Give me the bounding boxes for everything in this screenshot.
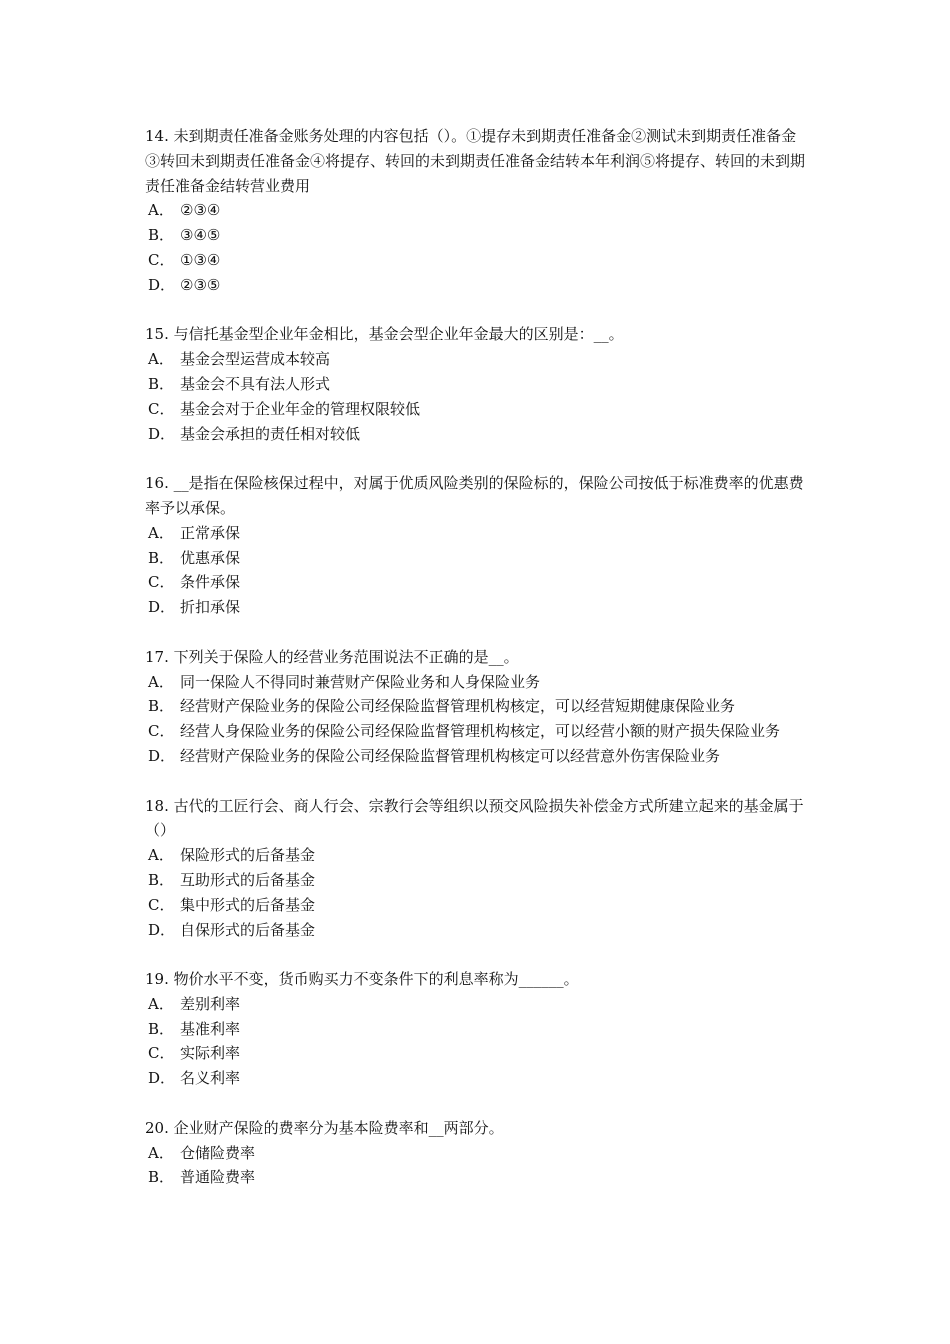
question-stem	[145, 967, 810, 992]
question-text: 下列关于保险人的经营业务范围说法不正确的是__。	[173, 647, 519, 666]
question-text: 企业财产保险的费率分为基本险费率和__两部分。	[173, 1118, 504, 1137]
option-letter: D．	[148, 920, 176, 939]
question-block	[145, 967, 810, 1091]
answer-option	[145, 422, 810, 447]
answer-option	[145, 1041, 810, 1066]
option-letter: B．	[148, 697, 175, 716]
option-text: 仓储险费率	[180, 1143, 256, 1162]
answer-option	[145, 248, 810, 273]
question-number: 15.	[145, 325, 169, 344]
question-stem	[145, 794, 810, 844]
question-stem	[145, 322, 810, 347]
option-text: 基金会对于企业年金的管理权限较低	[180, 399, 421, 418]
option-letter: A．	[148, 201, 174, 220]
question-block	[145, 645, 810, 769]
answer-option	[145, 843, 810, 868]
option-letter: D．	[148, 275, 176, 294]
answer-option	[145, 570, 810, 595]
answer-option	[145, 198, 810, 223]
option-letter: C．	[148, 399, 175, 418]
option-letter: D．	[148, 598, 176, 617]
answer-option	[145, 1066, 810, 1091]
question-text: 未到期责任准备金账务处理的内容包括（）。①提存未到期责任准备金②测试未到期责任准备金③转回未到期责任准备金④将提存、转回的未到期责任准备金结转本年利润⑤将提存、转回的未到期责任准备金结转营业费用	[145, 127, 806, 195]
question-block	[145, 322, 810, 446]
option-letter: D．	[148, 746, 176, 765]
answer-option	[145, 273, 810, 298]
option-text: 差别利率	[180, 994, 241, 1013]
option-text: 普通险费率	[180, 1168, 256, 1187]
answer-option	[145, 223, 810, 248]
option-text: ②③⑤	[180, 275, 221, 294]
question-stem	[145, 1116, 810, 1141]
answer-option	[145, 546, 810, 571]
option-letter: A．	[148, 1143, 174, 1162]
answer-option	[145, 1165, 810, 1190]
answer-option	[145, 397, 810, 422]
option-letter: A．	[148, 846, 174, 865]
option-text: ③④⑤	[180, 226, 221, 245]
option-text: 同一保险人不得同时兼营财产保险业务和人身保险业务	[180, 672, 541, 691]
question-block	[145, 794, 810, 943]
answer-option	[145, 719, 810, 744]
option-text: 折扣承保	[180, 598, 241, 617]
option-text: 名义利率	[180, 1069, 241, 1088]
question-number: 17.	[145, 647, 169, 666]
option-text: 集中形式的后备基金	[180, 895, 316, 914]
question-number: 18.	[145, 796, 169, 815]
option-letter: C．	[148, 895, 175, 914]
option-text: 基准利率	[180, 1019, 241, 1038]
option-letter: A．	[148, 523, 174, 542]
answer-option	[145, 521, 810, 546]
answer-option	[145, 595, 810, 620]
question-number: 19.	[145, 970, 169, 989]
question-stem	[145, 471, 810, 521]
option-letter: D．	[148, 1069, 176, 1088]
option-letter: C．	[148, 1044, 175, 1063]
question-text: 物价水平不变，货币购买力不变条件下的利息率称为______。	[173, 970, 579, 989]
question-stem	[145, 124, 810, 198]
question-block	[145, 124, 810, 298]
option-text: 基金会不具有法人形式	[180, 374, 331, 393]
question-text: 古代的工匠行会、商人行会、宗教行会等组织以预交风险损失补偿金方式所建立起来的基金属于（）	[145, 796, 804, 840]
option-letter: B．	[148, 1019, 175, 1038]
answer-option	[145, 1017, 810, 1042]
option-text: 基金会型运营成本较高	[180, 350, 331, 369]
answer-option	[145, 868, 810, 893]
question-text: __是指在保险核保过程中，对属于优质风险类别的保险标的，保险公司按低于标准费率的优惠费率予以承保。	[145, 474, 804, 517]
option-letter: A．	[148, 672, 174, 691]
option-text: 基金会承担的责任相对较低	[180, 424, 361, 443]
answer-option	[145, 670, 810, 695]
question-stem	[145, 645, 810, 670]
answer-option	[145, 694, 810, 719]
option-text: 正常承保	[180, 523, 241, 542]
option-text: 互助形式的后备基金	[180, 870, 316, 889]
option-text: 条件承保	[180, 573, 241, 592]
option-letter: C．	[148, 250, 175, 269]
option-text: 经营财产保险业务的保险公司经保险监督管理机构核定，可以经营短期健康保险业务	[180, 697, 736, 716]
option-text: 经营人身保险业务的保险公司经保险监督管理机构核定，可以经营小额的财产损失保险业务	[180, 722, 781, 741]
answer-option	[145, 347, 810, 372]
question-block	[145, 471, 810, 620]
option-letter: B．	[148, 1168, 175, 1187]
option-letter: C．	[148, 573, 175, 592]
answer-option	[145, 918, 810, 943]
answer-option	[145, 992, 810, 1017]
option-letter: B．	[148, 226, 175, 245]
option-letter: D．	[148, 424, 176, 443]
option-letter: A．	[148, 994, 174, 1013]
question-number: 20.	[145, 1118, 169, 1137]
option-letter: B．	[148, 548, 175, 567]
option-letter: C．	[148, 722, 175, 741]
document-page	[145, 124, 810, 1215]
question-number: 14.	[145, 127, 169, 145]
option-text: ②③④	[180, 201, 221, 220]
answer-option	[145, 744, 810, 769]
option-text: 经营财产保险业务的保险公司经保险监督管理机构核定可以经营意外伤害保险业务	[180, 746, 721, 765]
option-letter: A．	[148, 350, 174, 369]
option-text: ①③④	[180, 250, 221, 269]
option-text: 自保形式的后备基金	[180, 920, 316, 939]
question-number: 16.	[145, 474, 169, 493]
question-block	[145, 1116, 810, 1190]
answer-option	[145, 893, 810, 918]
option-letter: B．	[148, 870, 175, 889]
option-text: 保险形式的后备基金	[180, 846, 316, 865]
option-letter: B．	[148, 374, 175, 393]
answer-option	[145, 1141, 810, 1166]
question-text: 与信托基金型企业年金相比，基金会型企业年金最大的区别是：__。	[173, 325, 624, 344]
option-text: 优惠承保	[180, 548, 241, 567]
option-text: 实际利率	[180, 1044, 241, 1063]
answer-option	[145, 372, 810, 397]
